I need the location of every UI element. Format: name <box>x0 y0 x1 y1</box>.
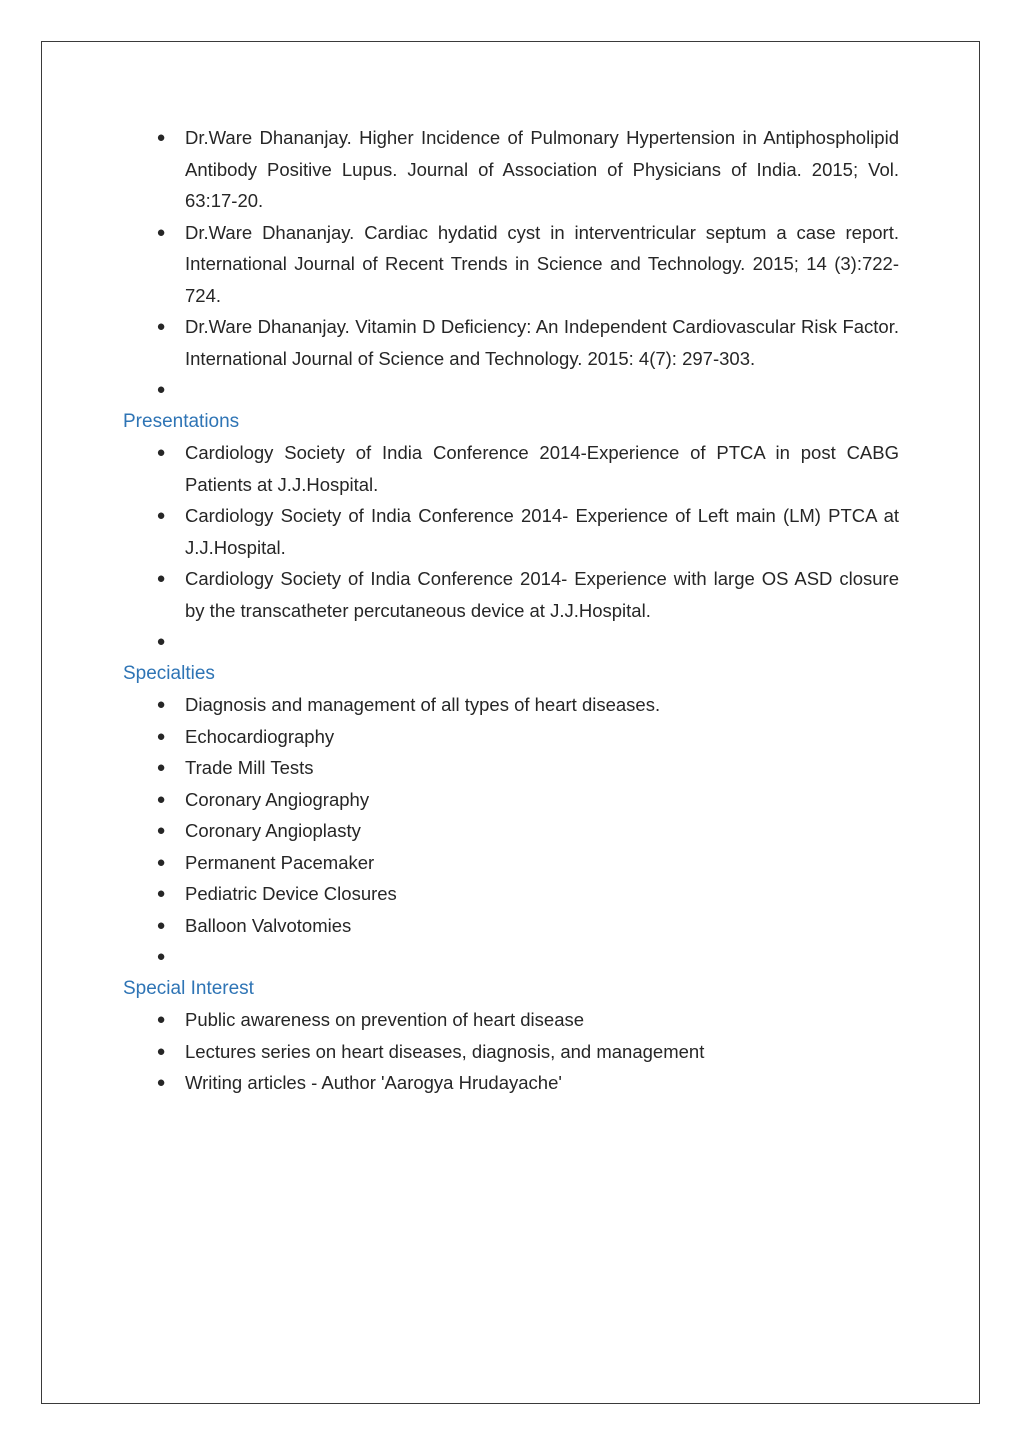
publications-list <box>123 122 899 406</box>
bullet-icon: ● <box>156 381 166 398</box>
bullet-icon: ● <box>156 223 166 241</box>
bullet-icon: ● <box>156 1074 166 1091</box>
document-content <box>123 122 899 1099</box>
bullet-icon: ● <box>156 570 166 587</box>
list-item: ● Dr.Ware Dhananjay. Higher Incidence of Pulmonary Hypertension in Antiphospholipid Antibody Positive Lupus. Journal of Association of Physicians of India. 2015; Vol. 63:17-20. <box>123 122 899 217</box>
list-item-empty <box>123 626 899 658</box>
presentations-heading: Presentations <box>123 410 240 432</box>
list-item: ● Writing articles - Author 'Aarogya Hrudayache' <box>123 1067 899 1099</box>
list-item: ● Permanent Pacemaker <box>123 847 899 879</box>
list-item: ● Dr.Ware Dhananjay. Cardiac hydatid cyst in interventricular septum a case report. International Journal of Recent Trends in Science and Technology. 2015; 14 (3):722-724. <box>123 217 899 312</box>
bullet-icon: ● <box>156 633 166 650</box>
list-item: ● Cardiology Society of India Conference 2014-Experience of PTCA in post CABG Patients at J.J.Hospital. <box>123 437 899 500</box>
bullet-icon: ● <box>156 885 166 902</box>
presentations-list <box>123 437 899 658</box>
list-item: ● Pediatric Device Closures <box>123 878 899 910</box>
bullet-icon: ● <box>156 790 166 808</box>
list-item: ● Diagnosis and management of all types of heart diseases. <box>123 689 899 721</box>
special-interest-list <box>123 1004 899 1099</box>
specialties-heading: Specialties <box>123 662 215 684</box>
bullet-icon: ● <box>156 1042 166 1060</box>
bullet-icon: ● <box>156 1011 166 1028</box>
list-item: ● Cardiology Society of India Conference 2014- Experience of Left main (LM) PTCA at J.J.Hospital. <box>123 500 899 563</box>
bullet-icon: ● <box>156 822 166 839</box>
list-item: ● Lectures series on heart diseases, diagnosis, and management <box>123 1036 899 1068</box>
specialties-list <box>123 689 899 973</box>
bullet-icon: ● <box>156 129 166 146</box>
list-item: ● Public awareness on prevention of heart disease <box>123 1004 899 1036</box>
list-item: ● Echocardiography <box>123 721 899 753</box>
bullet-icon: ● <box>156 507 166 524</box>
list-item: ● Coronary Angioplasty <box>123 815 899 847</box>
list-item: ● Balloon Valvotomies <box>123 910 899 942</box>
list-item: ● Dr.Ware Dhananjay. Vitamin D Deficiency: An Independent Cardiovascular Risk Factor. International Journal of Science and Technology. 2015: 4(7): 297-303. <box>123 311 899 374</box>
bullet-icon: ● <box>156 727 166 745</box>
special-interest-heading: Special Interest <box>123 977 254 999</box>
bullet-icon: ● <box>156 916 166 934</box>
bullet-icon: ● <box>156 948 166 965</box>
list-item: ● Cardiology Society of India Conference 2014- Experience with large OS ASD closure by the transcatheter percutaneous device at J.J.Hospital. <box>123 563 899 626</box>
list-item-empty <box>123 941 899 973</box>
list-item: ● Trade Mill Tests <box>123 752 899 784</box>
list-item-empty <box>123 374 899 406</box>
bullet-icon: ● <box>156 444 166 461</box>
list-item: ● Coronary Angiography <box>123 784 899 816</box>
bullet-icon: ● <box>156 696 166 713</box>
bullet-icon: ● <box>156 853 166 871</box>
bullet-icon: ● <box>156 759 166 776</box>
bullet-icon: ● <box>156 318 166 335</box>
